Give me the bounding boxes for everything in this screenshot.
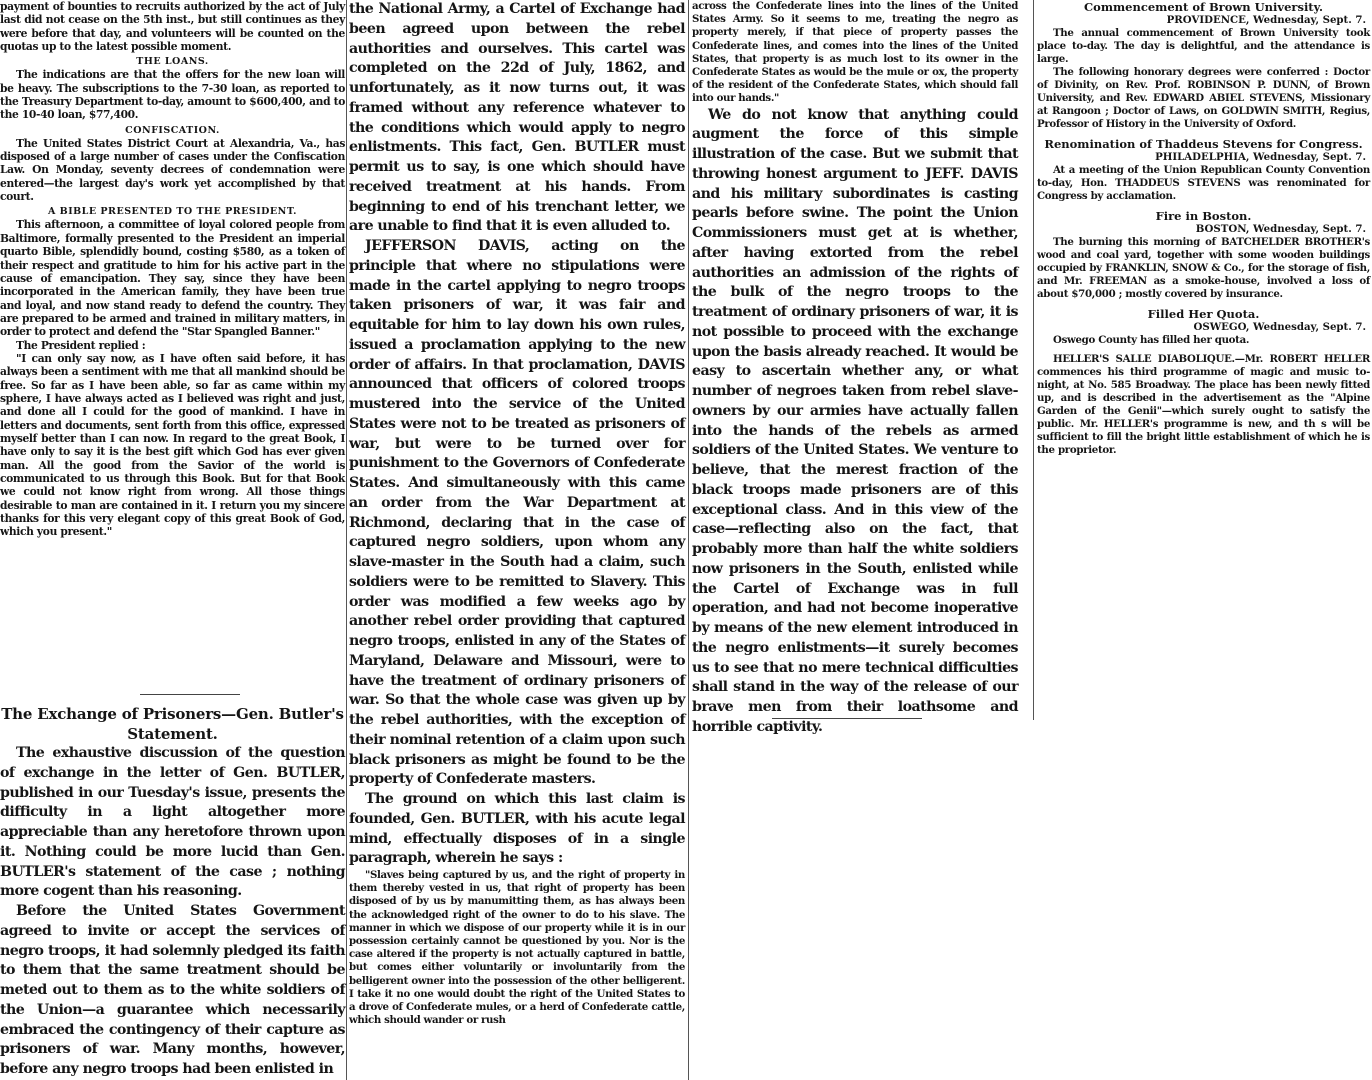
column-rule <box>1033 0 1034 720</box>
paragraph-loans: The indications are that the offers for the new loan will be heavy. The subscriptions to the 7-30 loan, as reported to the Treasury Department to-day, amount to $600,400, and to the 10-40 loan, $77,400. <box>0 68 345 122</box>
column-rule <box>688 0 689 1080</box>
paragraph-bible: This afternoon, a committee of loyal colored people from Baltimore, formally presented to the President an imperial quarto Bible, splendidly bound, costing $580, as a token of their respect and gratitude to him for his active part in the cause of emancipation. They say, since they have been incorporated in the American family, they have been true and loyal, and now stand ready to defend the country. They are prepared to be armed and trained in military matters, in order to protect and defend the "Star Spangled Banner." <box>0 218 345 339</box>
article-end-rule <box>772 718 922 719</box>
paragraph-jefferson-davis: JEFFERSON DAVIS, acting on the principle that where no stipulations were made in the cartel applying to negro troops taken prisoners of war, it was fair and equitable for him to lay down his own rules, issued a proclamation applying to the new order of affairs. In that proclamation, DAVIS announced that officers of colored troops mustered into the service of the United States were not to be treated as prisoners of war, but were to be turned over for punishment to the Governors of Confederate States. And simultaneously with this came an order from the War Department at Richmond, declaring that in the case of captured negro soldiers, upon whom any slave-master in the South had a claim, such soldiers were to be remitted to Slavery. This order was modified a few weeks ago by another rebel order providing that captured negro troops, enlisted in any of the States of Maryland, Delaware and Missouri, were to have the treatment of ordinary prisoners of war. So that the whole case was given up by the rebel authorities, with the exception of their nominal retention of a claim upon such black prisoners as might be found to be the property of Confederate masters. <box>349 238 685 788</box>
paragraph-brown-commencement: The annual commencement of Brown University took place to-day. The day is delightful, and the attendance is large. <box>1037 27 1370 65</box>
dateline-philadelphia: PHILADELPHIA, Wednesday, Sept. 7. <box>1155 151 1366 163</box>
dateline-oswego: OSWEGO, Wednesday, Sept. 7. <box>1193 321 1366 333</box>
paragraph-before-government: Before the United States Government agreed to invite or accept the services of negro troops, it had solemnly pledged its faith to them that the same treatment should be meted out to them as to the white soldiers of the Union—a guarantee which necessarily embraced the contingency of their capture as prisoners of war. Many months, however, before any negro troops had been enlisted in <box>0 903 345 1077</box>
column-4 <box>1037 0 1370 620</box>
column-rule <box>346 0 347 1080</box>
headline-fire-in-boston: Fire in Boston. <box>1155 209 1252 223</box>
subhead-loans: THE LOANS. <box>136 56 209 68</box>
column-1 <box>0 0 345 1080</box>
paragraph-exhaustive-discussion: The exhaustive discussion of the question of exchange in the letter of Gen. BUTLER, published in our Tuesday's issue, presents the difficulty in a light altogether more appreciable than any heretofore thrown upon it. Nothing could be more lucid than Gen. BUTLER's statement of the case ; nothing more cogent than his reasoning. <box>0 745 345 900</box>
column-3 <box>692 0 1018 735</box>
paragraph-stevens: At a meeting of the Union Republican County Convention to-day, Hon. THADDEUS STEVENS was renominated for Congress by acclamation. <box>1037 164 1370 202</box>
paragraph-president-replied: The President replied : <box>16 338 146 352</box>
paragraph-honorary-degrees: The following honorary degrees were conferred : Doctor of Divinity, on Rev. Prof. ROBINSON P. DUNN, of Brown University, and Rev. EDWARD ABIEL STEVENS, Missionary at Rangoon ; Doctor of Laws, on GOLDWIN SMITH, Regius, Professor of History in the University of Oxford. <box>1037 66 1370 130</box>
subhead-confiscation: CONFISCATION. <box>125 124 220 136</box>
quote-butler: "Slaves being captured by us, and the right of property in them thereby vested in us, that right of property has been disposed of by us by manumitting them, as has always been the acknowledged right of the owner to do to his slave. The manner in which we dispose of our property while it is in our possession certainly cannot be questioned by you. Nor is the case altered if the property is not actually captured in battle, but comes either voluntarily or involuntarily from the belligerent owner into the possession of the other belligerent. I take it no one would doubt the right of the United States to a drove of Confederate mules, or a herd of Confederate cattle, which should wander or rush <box>349 869 685 1027</box>
paragraph-confiscation: The United States District Court at Alexandria, Va., has disposed of a large number of cases under the Confiscation Law. On Monday, seventy decrees of condemnation were entered—the largest day's work yet accomplished by that court. <box>0 136 345 204</box>
subhead-bible: A BIBLE PRESENTED TO THE PRESIDENT. <box>48 206 297 218</box>
paragraph-ground: The ground on which this last claim is founded, Gen. BUTLER, with his acute legal mind, effectually disposes of in a single paragraph, wherein he says : <box>349 791 685 867</box>
headline-renomination-stevens: Renomination of Thaddeus Stevens for Congress. <box>1044 137 1363 151</box>
paragraph-cartel: the National Army, a Cartel of Exchange had been agreed upon between the rebel authorities and ourselves. This cartel was completed on the 22d of July, 1862, and unfortunately, as it now turns out, it was framed without any reference whatever to the conditions which would apply to negro enlistments. This fact, Gen. BUTLER must permit us to say, is one which should have received treatment at his hands. From beginning to end of his trenchant letter, we are unable to find that it is even alluded to. <box>349 1 685 235</box>
paragraph-bounties: payment of bounties to recruits authorized by the act of July last did not cease on the 5th inst., but still continues as they were before that day, and volunteers will be counted on the quotas up to the latest possible moment. <box>0 0 345 54</box>
headline-brown-university: Commencement of Brown University. <box>1084 0 1323 14</box>
paragraph-oswego: Oswego County has filled her quota. <box>1053 334 1250 346</box>
section-rule <box>140 694 240 695</box>
dateline-providence: PROVIDENCE, Wednesday, Sept. 7. <box>1166 14 1366 26</box>
quote-butler-continued: across the Confederate lines into the lines of the United States Army. So it seems to me, treating the negro as property merely, if that piece of property passes the Confederate lines, and comes into the lines of the United States, that property is as much lost to its owner in the Confederate States as would be the mule or ox, the property of the resident of the Confederate States, which should fall into our hands." <box>692 0 1018 105</box>
quote-president: "I can only say now, as I have often said before, it has always been a sentiment with me that all mankind should be free. So far as I have been able, so far as came within my sphere, I have always acted as I believed was right and just, and done all I could for the good of mankind. I have in letters and documents, sent forth from this office, expressed myself better than I can now. In regard to the great Book, I have only to say it is the best gift which God has ever given man. All the good from the Savior of the world is communicated to us through this Book. But for that Book we could not know right from wrong. All those things desirable to man are contained in it. I return you my sincere thanks for this very elegant copy of this great Book of God, which you present." <box>0 351 345 539</box>
paragraph-fire: The burning this morning of BATCHELDER BROTHER's wood and coal yard, together with some wooden buildings occupied by FRANKLIN, SNOW & Co., for the storage of fish, and Mr. FREEMAN as a smoke-house, involved a loss of about $70,000 ; mostly covered by insurance. <box>1037 236 1370 300</box>
headline-filled-her-quota: Filled Her Quota. <box>1147 307 1260 321</box>
column-2 <box>349 0 685 1080</box>
paragraph-heller: HELLER'S SALLE DIABOLIQUE.—Mr. ROBERT HELLER commences his third programme of magic and music to-night, at No. 585 Broadway. The place has been newly fitted up, and is described in the advertisement as the "Alpine Garden of the Genii"—which surely ought to satisfy the public. Mr. HELLER's programme is new, and th s will be sufficient to fill the bright little establishment of which he is the proprietor. <box>1037 353 1370 456</box>
headline-exchange-of-prisoners: The Exchange of Prisoners—Gen. Butler's Statement. <box>1 705 344 743</box>
paragraph-we-do-not-know: We do not know that anything could augment the force of this simple illustration of the case. But we submit that throwing honest argument to JEFF. DAVIS and his military subordinates is casting pearls before swine. The point the Union Commissioners must get at is whether, after having extorted from the rebel authorities an admission of the rights of the bulk of the negro troops to the treatment of ordinary prisoners of war, it is not possible to proceed with the exchange upon the basis already reached. It would be easy to ascertain whether any, or what number of negroes taken from rebel slave-owners by our armies have actually fallen into the hands of the rebels as armed soldiers of the United States. We venture to believe, that the merest fraction of the black troops made prisoners are of this exceptional class. And in this view of the case—reflecting also on the fact, that probably more than half the white soldiers now prisoners in the South, enlisted while the Cartel of Exchange was in full operation, and had not become inoperative by means of the new element introduced in the negro enlistments—it surely becomes us to see that no mere technical difficulties shall stand in the way of the release of our brave men from their loathsome and horrible captivity. <box>692 106 1018 735</box>
dateline-boston: BOSTON, Wednesday, Sept. 7. <box>1195 223 1366 235</box>
